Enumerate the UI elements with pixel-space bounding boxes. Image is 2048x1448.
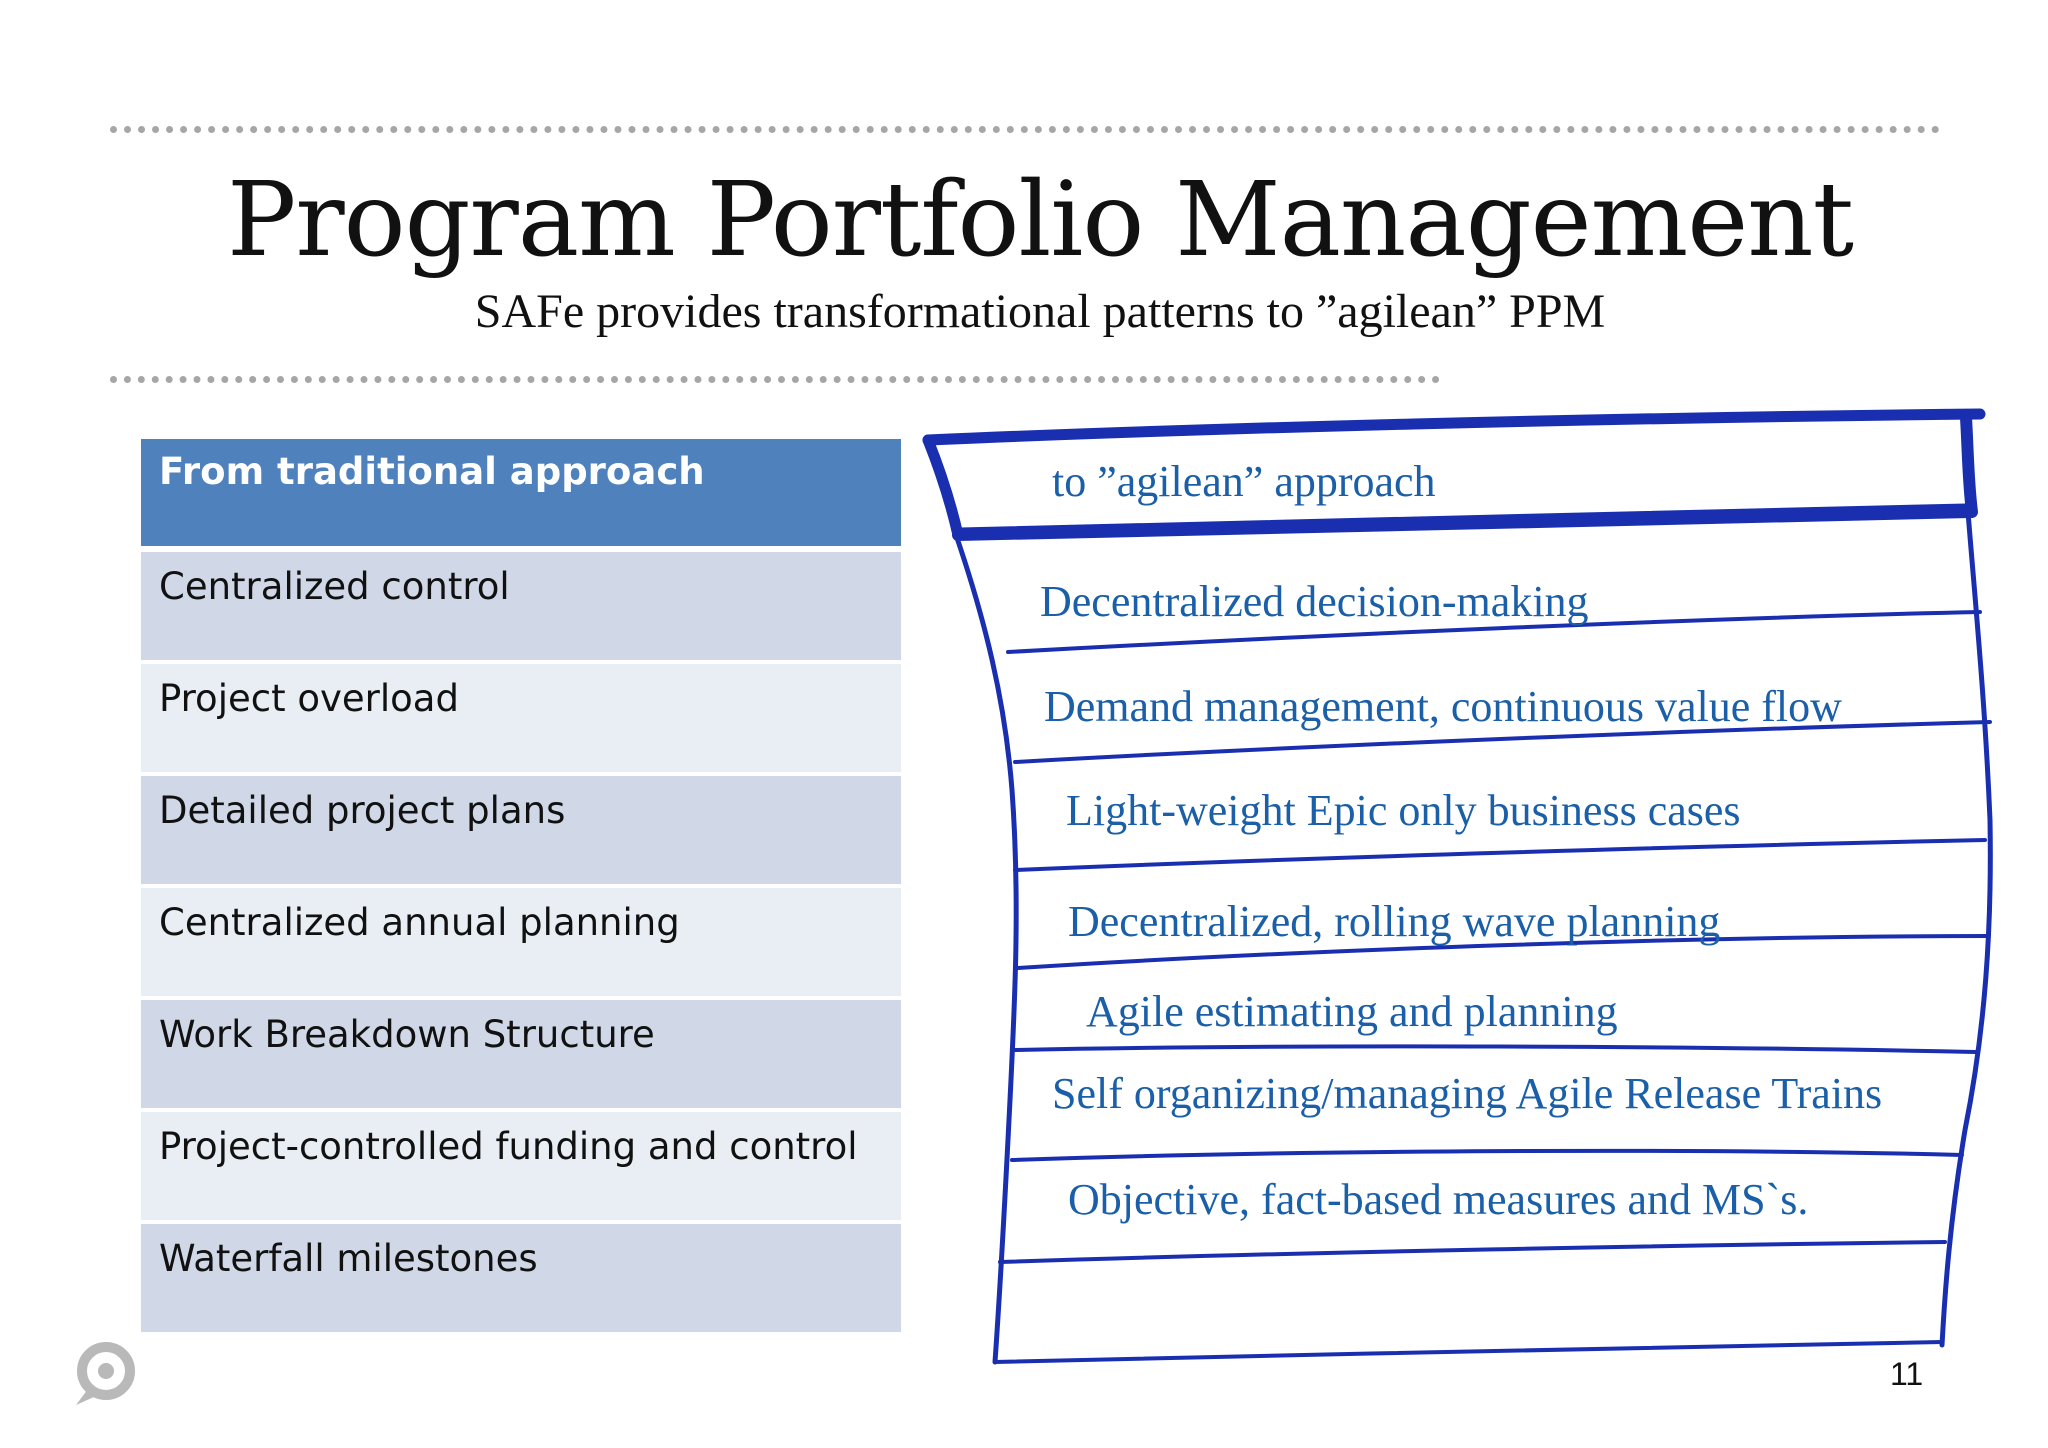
agilean-row: Decentralized decision-making bbox=[1040, 577, 1589, 626]
slide-subtitle: SAFe provides transformational patterns to ”agilean” PPM bbox=[474, 285, 1606, 338]
table-row: Detailed project plans bbox=[141, 776, 901, 884]
slide-title: Program Portfolio Management bbox=[227, 160, 1853, 280]
agilean-row: Self organizing/managing Agile Release Trains bbox=[1052, 1069, 1883, 1118]
table-row: Centralized annual planning bbox=[141, 888, 901, 996]
agilean-row: Objective, fact-based measures and MS`s. bbox=[1068, 1175, 1809, 1224]
table-row: Centralized control bbox=[141, 552, 901, 660]
table-row: Project-controlled funding and control bbox=[141, 1112, 901, 1220]
table-header: From traditional approach bbox=[141, 439, 901, 546]
table-row: Waterfall milestones bbox=[141, 1224, 901, 1332]
page-number: 11 bbox=[1890, 1356, 1924, 1392]
agilean-row: Agile estimating and planning bbox=[1086, 987, 1618, 1036]
agilean-row: Light-weight Epic only business cases bbox=[1066, 786, 1741, 835]
table-row: Project overload bbox=[141, 664, 901, 772]
agilean-row: Demand management, continuous value flow bbox=[1044, 682, 1842, 731]
agilean-header: to ”agilean” approach bbox=[1052, 457, 1436, 506]
slideshare-logo-icon bbox=[66, 1337, 142, 1413]
agilean-row: Decentralized, rolling wave planning bbox=[1068, 897, 1721, 946]
table-row: Work Breakdown Structure bbox=[141, 1000, 901, 1108]
